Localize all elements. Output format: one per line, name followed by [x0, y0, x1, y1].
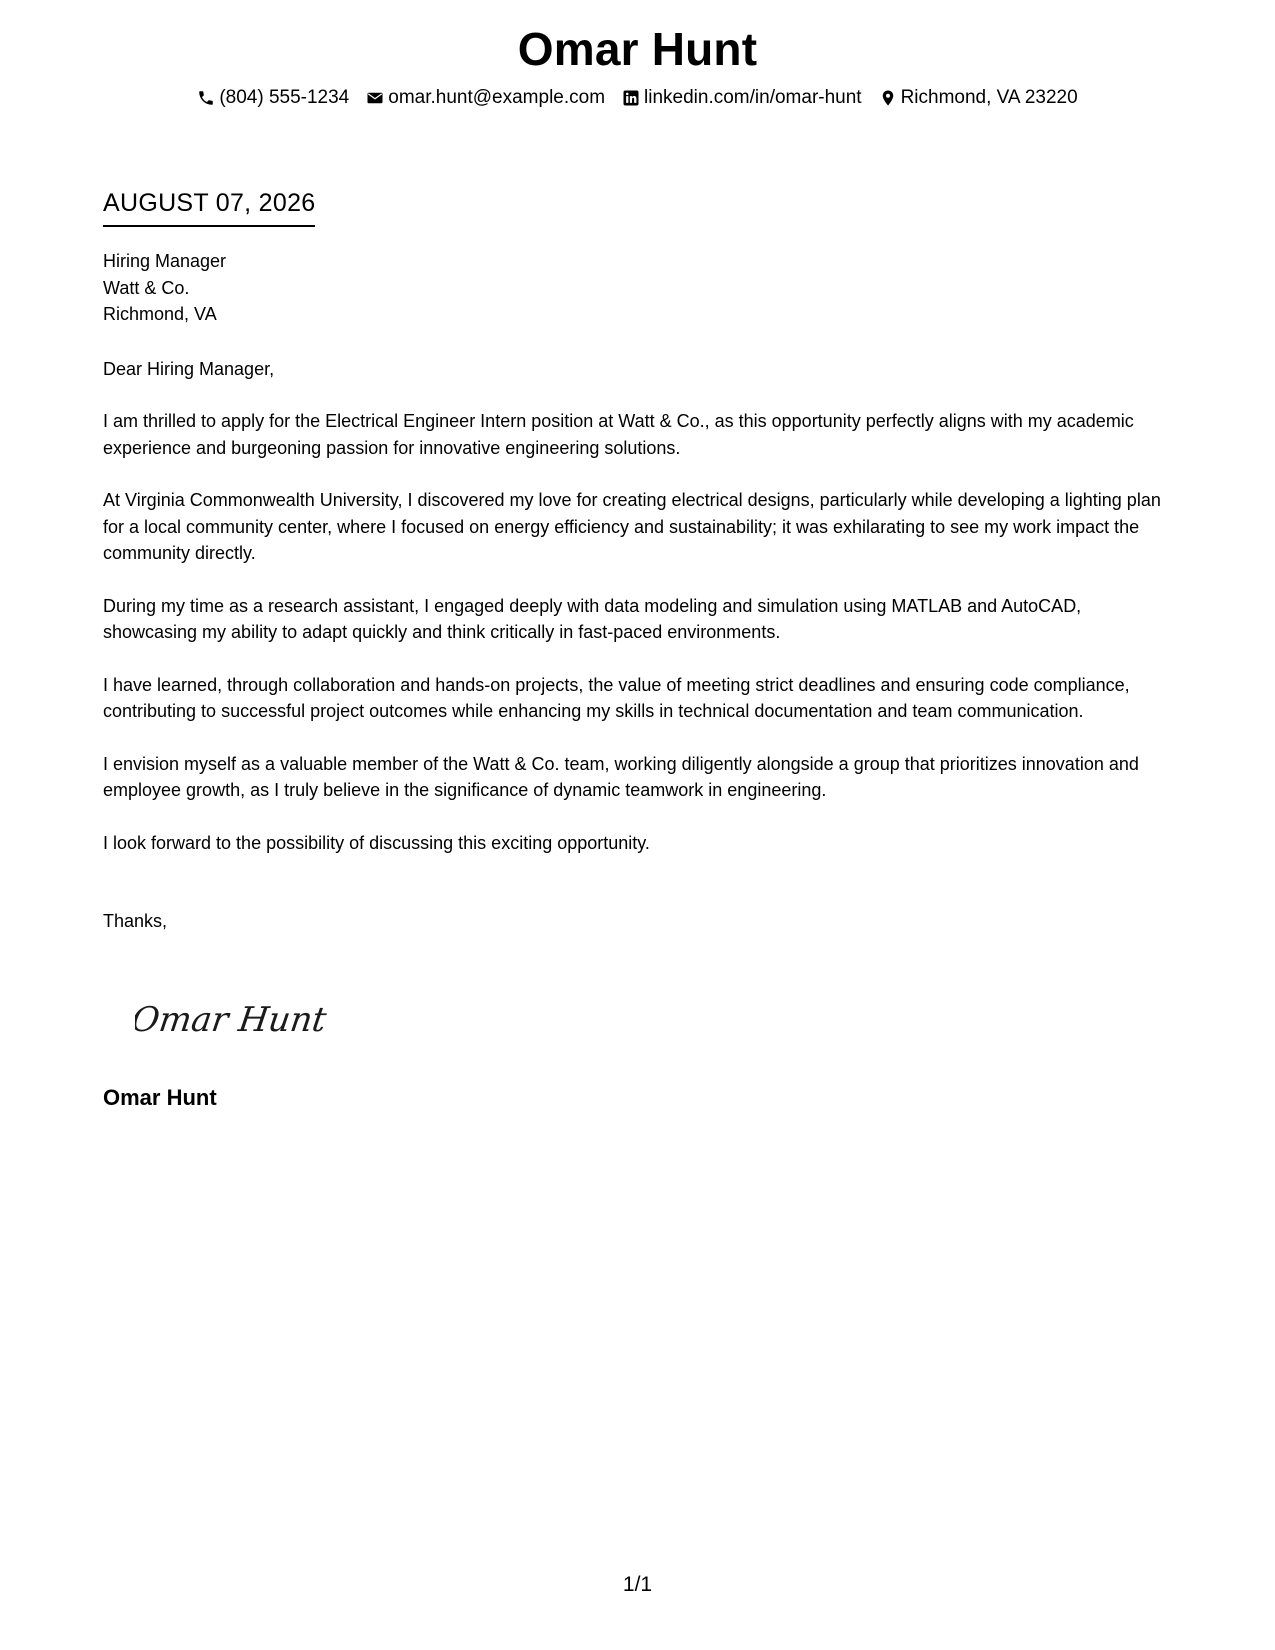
location-text: Richmond, VA 23220	[900, 87, 1078, 108]
letter-header	[0, 22, 1275, 110]
signer-name: Omar Hunt	[103, 1085, 217, 1110]
paragraph: I am thrilled to apply for the Electrical Engineer Intern position at Watt & Co., as this opportunity perfectly aligns with my academic experience and burgeoning passion for innovative engineering solutions.	[103, 411, 1134, 458]
paragraph: During my time as a research assistant, I engaged deeply with data modeling and simulation using MATLAB and AutoCAD, showcasing my ability to adapt quickly and think critically in fast-paced environments.	[103, 595, 1082, 642]
contact-location	[879, 86, 1078, 110]
phone-icon	[197, 89, 215, 107]
recipient-city: Richmond, VA	[103, 304, 217, 324]
paragraph: I have learned, through collaboration and hands-on projects, the value of meeting strict deadlines and ensuring code compliance, contributing to successful project outcomes while enhancing my skills in technical documentation and team communication.	[103, 674, 1130, 721]
contact-email[interactable]	[366, 86, 605, 110]
paragraph: I envision myself as a valuable member of the Watt & Co. team, working diligently alongside a group that prioritizes innovation and employee growth, as I truly believe in the significance of dynamic teamwork in engineering.	[103, 753, 1139, 800]
sender-name: Omar Hunt	[517, 23, 758, 75]
page-number: 1/1	[622, 1573, 653, 1596]
recipient-title: Hiring Manager	[103, 251, 227, 271]
linkedin-icon	[622, 89, 640, 107]
contact-linkedin[interactable]	[622, 86, 862, 110]
envelope-icon	[366, 89, 384, 107]
phone-text: (804) 555-1234	[219, 87, 350, 108]
date-block	[103, 188, 315, 227]
linkedin-text[interactable]: linkedin.com/in/omar-hunt	[644, 87, 862, 108]
recipient-company: Watt & Co.	[103, 277, 190, 298]
handwritten-signature	[135, 995, 335, 1045]
email-text[interactable]: omar.hunt@example.com	[388, 87, 606, 108]
paragraph: At Virginia Commonwealth University, I discovered my love for creating electrical designs, particularly while developing a lighting plan for a local community center, where I focused on energy efficiency and sustainability; it was exhilarating to see my work impact the community directly.	[103, 490, 1161, 563]
signature-text: Omar Hunt	[135, 1000, 329, 1040]
map-pin-icon	[879, 89, 897, 107]
recipient-block	[103, 248, 1178, 328]
contact-bar	[0, 86, 1275, 110]
salutation: Dear Hiring Manager,	[103, 358, 275, 379]
letter-body	[103, 248, 1178, 935]
letter-date: AUGUST 07, 2026	[103, 188, 315, 227]
closing: Thanks,	[103, 911, 168, 931]
contact-phone	[197, 86, 349, 110]
paragraph: I look forward to the possibility of discussing this exciting opportunity.	[103, 832, 650, 853]
